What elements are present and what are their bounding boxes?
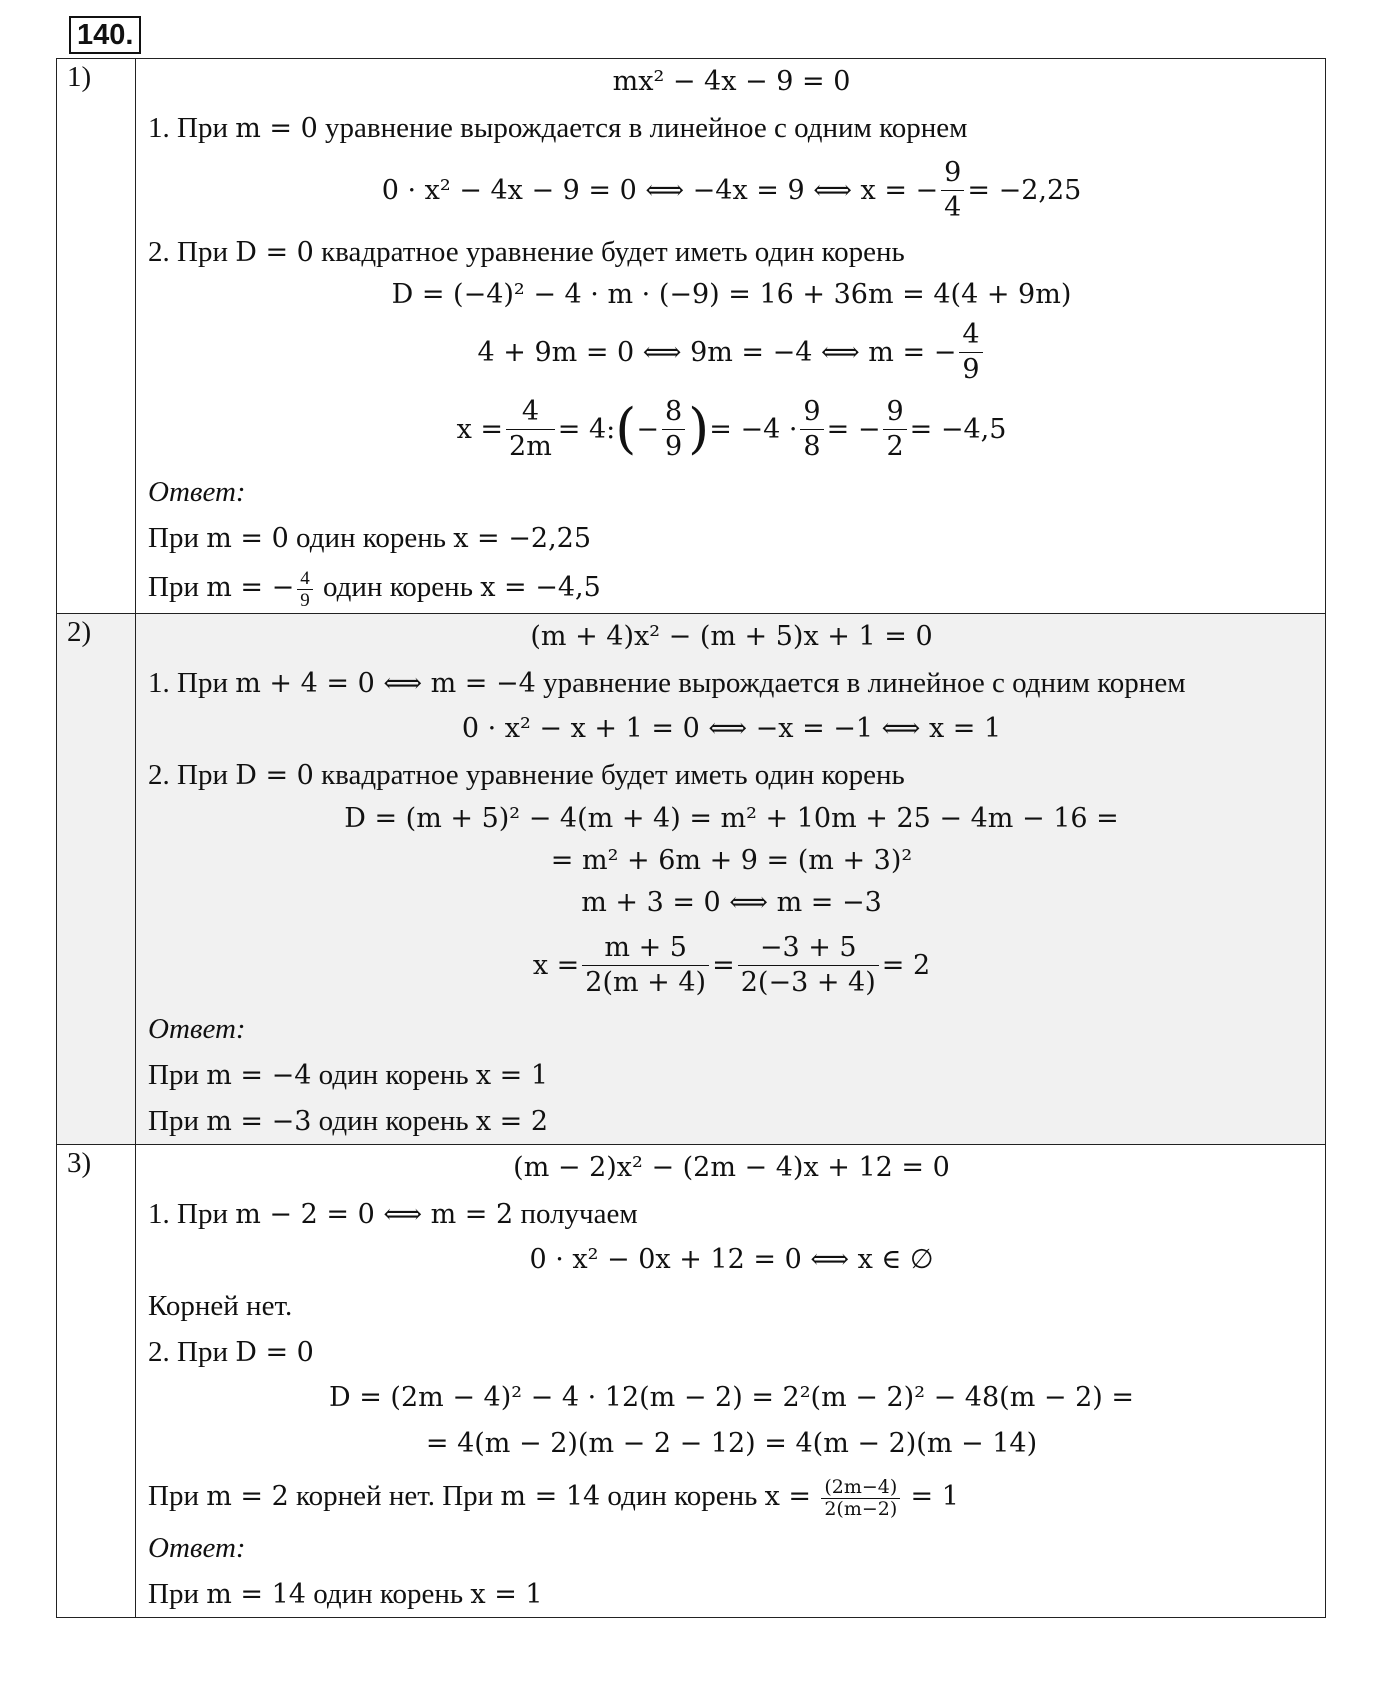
case1-text: 1. При m − 2 = 0 ⟺ m = 2 получаем	[148, 1198, 638, 1230]
fraction: $\frac{9}{8}$	[800, 395, 823, 464]
fraction: $\frac{-3 + 5}{2(-3 + 4)}$	[738, 931, 879, 1000]
root-formula: x = $\frac{m + 5}{2(m + 4)}$ = $\frac{-3 + 5}{2(-3 + 4)}$ = 2	[532, 931, 931, 998]
part-content	[136, 1145, 1326, 1618]
conclusion-line: При m = 2 корней нет. При m = 14 один корень x = $\frac{(2m-4)}{2(m-2)}$ = 1	[148, 1475, 959, 1520]
fraction: $\frac{4}{9}$	[297, 568, 313, 611]
answer-line: При m = −3 один корень x = 2	[148, 1105, 549, 1137]
answer-line: При m = −4 один корень x = 1	[148, 1059, 549, 1091]
case1-text: 1. При m + 4 = 0 ⟺ m = −4 уравнение вырождается в линейное с одним корнем	[148, 667, 1186, 699]
no-roots-text: Корней нет.	[148, 1290, 293, 1322]
part-label: 2)	[57, 614, 136, 1145]
case2-text: 2. При D = 0 квадратное уравнение будет иметь один корень	[148, 759, 905, 791]
discriminant: D = (−4)² − 4 · m · (−9) = 16 + 36m = 4(4 + 9m)	[391, 279, 1072, 310]
root-formula: x = $\frac{4}{2m}$ = 4: ( − $\frac{8}{9}$ ) = −4 · $\frac{9}{8}$ = − $\frac{9}{2}$ = −4,5	[456, 395, 1007, 462]
part-row	[57, 1145, 1326, 1618]
case1-equation: 0 · x² − 4x − 9 = 0 ⟺ −4x = 9 ⟺ x = − $\frac{9}{4}$ = −2,25	[381, 156, 1082, 223]
part-content	[136, 614, 1326, 1145]
answer-label: Ответ:	[148, 1532, 246, 1564]
fraction: $\frac{(2m-4)}{2(m-2)}$	[821, 1477, 900, 1520]
case1-equation: 0 · x² − x + 1 = 0 ⟺ −x = −1 ⟺ x = 1	[461, 713, 1002, 744]
answer-line: При m = 0 один корень x = −2,25	[148, 522, 592, 554]
condition: m = 0	[235, 113, 318, 144]
part-content	[136, 59, 1326, 614]
solution-table	[56, 58, 1326, 1618]
condition: D = 0	[235, 760, 314, 791]
equation: (m + 4)x² − (m + 5)x + 1 = 0	[530, 621, 933, 652]
fraction: $\frac{m + 5}{2(m + 4)}$	[582, 931, 709, 1000]
condition: D = 0	[235, 1337, 314, 1368]
m-solution: m + 3 = 0 ⟺ m = −3	[581, 887, 882, 918]
equation: (m − 2)x² − (2m − 4)x + 12 = 0	[513, 1152, 950, 1183]
case2-text: 2. При D = 0	[148, 1336, 314, 1368]
answer-line: При m = − $\frac{4}{9}$ один корень x = −4,5	[148, 567, 601, 611]
part-label: 1)	[57, 59, 136, 614]
part-label: 3)	[57, 1145, 136, 1618]
case1-text: 1. При m = 0 уравнение вырождается в линейное с одним корнем	[148, 112, 968, 144]
problem-number: 140.	[69, 16, 141, 54]
part-row	[57, 59, 1326, 614]
discriminant: D = (m + 5)² − 4(m + 4) = m² + 10m + 25 − 4m − 16 =	[344, 803, 1119, 834]
m-solution: 4 + 9m = 0 ⟺ 9m = −4 ⟺ m = − $\frac{4}{9}$	[148, 315, 1315, 389]
fraction: $\frac{8}{9}$	[662, 395, 685, 464]
discriminant: D = (2m − 4)² − 4 · 12(m − 2) = 2²(m − 2)² − 48(m − 2) =	[328, 1382, 1135, 1413]
fraction: $\frac{9}{4}$	[941, 156, 964, 225]
equation: mx² − 4x − 9 = 0	[612, 66, 851, 97]
case1-equation: 0 · x² − 0x + 12 = 0 ⟺ x ∈ ∅	[529, 1244, 934, 1275]
condition: m + 4 = 0 ⟺ m = −4	[235, 668, 536, 699]
answer-label: Ответ:	[148, 1013, 246, 1045]
fraction: $\frac{4}{9}$	[959, 318, 982, 387]
answer-label: Ответ:	[148, 476, 246, 508]
discriminant-cont: = 4(m − 2)(m − 2 − 12) = 4(m − 2)(m − 14)	[425, 1428, 1038, 1459]
condition: D = 0	[235, 237, 314, 268]
fraction: $\frac{4}{2m}$	[506, 395, 555, 464]
case2-text: 2. При D = 0 квадратное уравнение будет иметь один корень	[148, 236, 905, 268]
fraction: $\frac{9}{2}$	[883, 395, 906, 464]
discriminant-cont: = m² + 6m + 9 = (m + 3)²	[550, 845, 913, 876]
answer-line: При m = 14 один корень x = 1	[148, 1578, 543, 1610]
condition: m − 2 = 0 ⟺ m = 2	[235, 1199, 514, 1230]
part-row	[57, 614, 1326, 1145]
